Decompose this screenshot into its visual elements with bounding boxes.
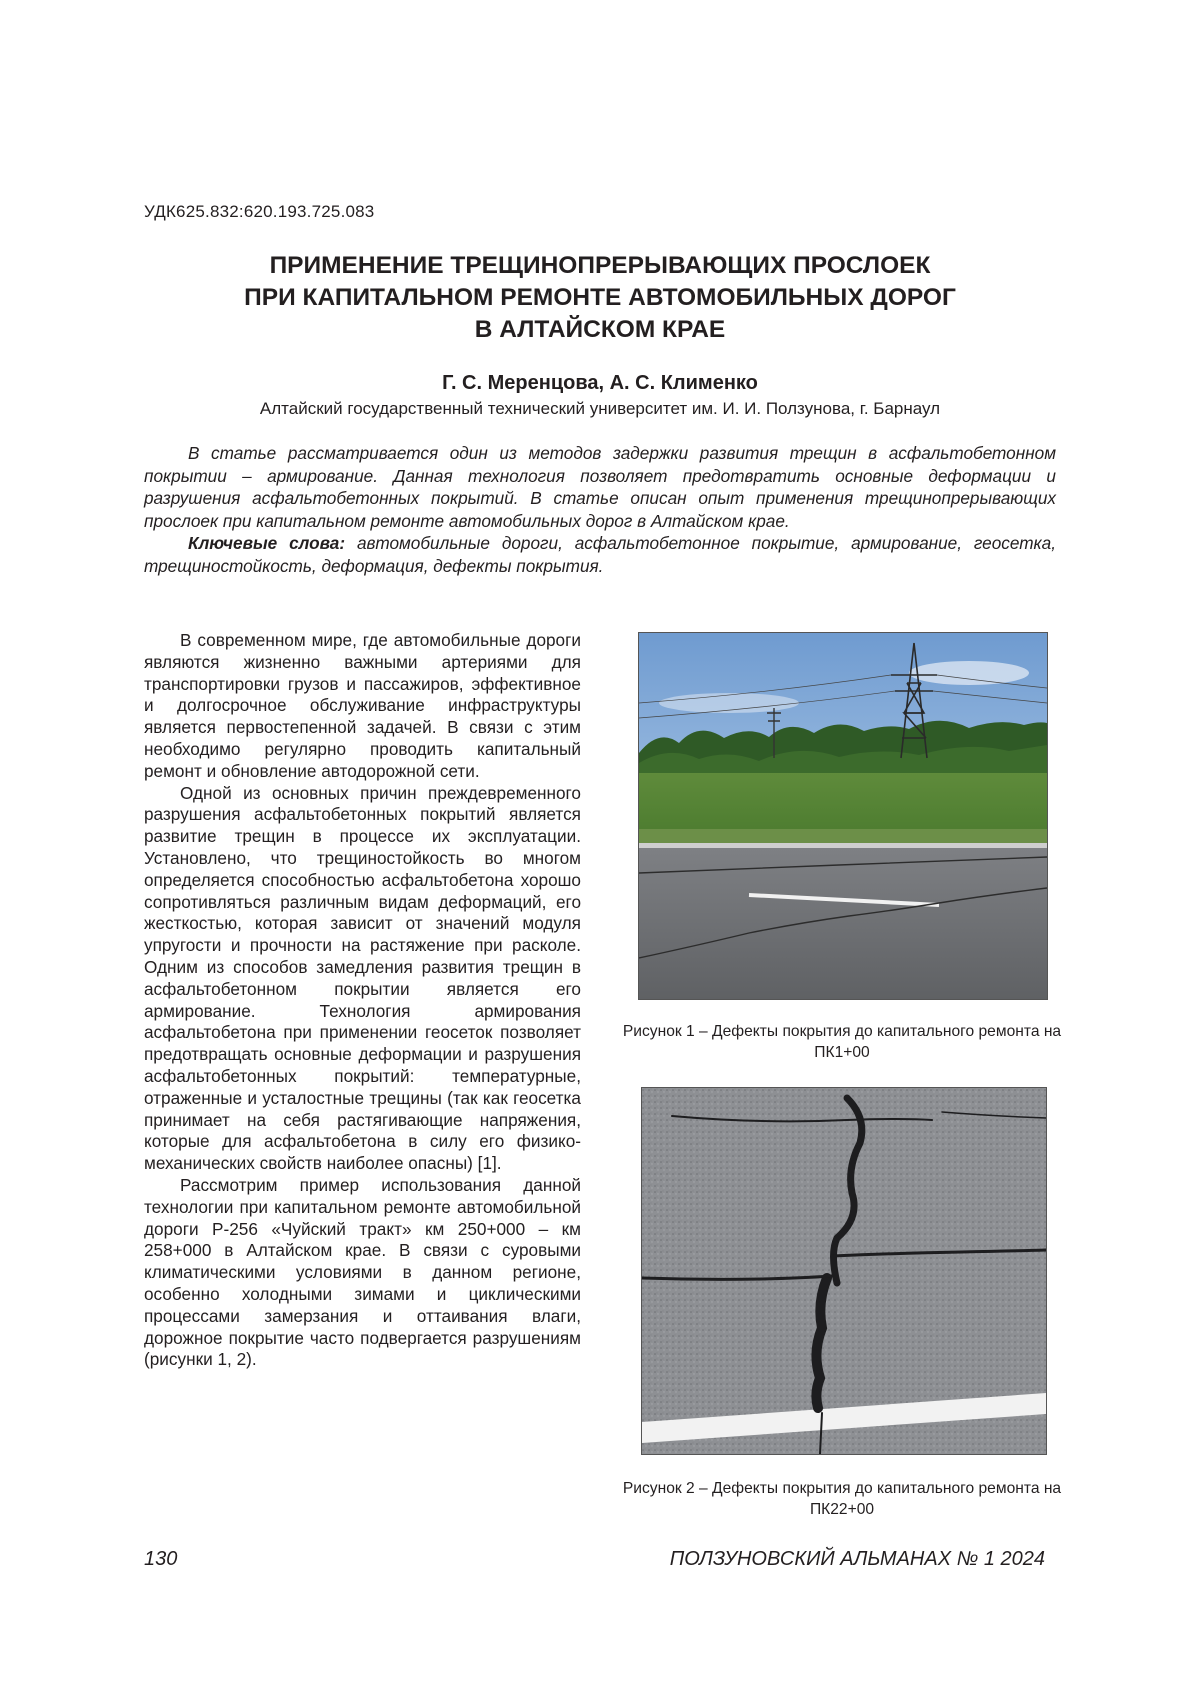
abstract-text: В статье рассматривается один из методов задержки развития трещин в асфальтобетонном покрытии – армирование. Данная технология позволяет предотвратить основные деформации и разрушения асфальтобетонных покрытий. В статье описан опыт применения трещинопрерывающих прослоек при капитальном ремонте автомобильных дорог в Алтайском крае.: [144, 442, 1056, 532]
body-paragraph-1: В современном мире, где автомобильные дороги являются жизненно важными артериями для транспортировки грузов и пассажиров, эффективное и долгосрочное обслуживание инфраструктуры является первостепенной задачей. В связи с этим необходимо регулярно проводить капитальный ремонт и обновление автодорожной сети.: [144, 630, 581, 783]
body-text-column: [144, 630, 581, 1371]
road-landscape-photo: [639, 633, 1047, 999]
authors: Г. С. Меренцова, А. С. Клименко: [120, 372, 1080, 395]
body-paragraph-2: Одной из основных причин преждевременного разрушения асфальтобетонных покрытий является развитие трещин в процессе их эксплуатации. Установлено, что трещиностойкость во многом определяется способностью асфальтобетона хорошо сопротивляться различным видам деформаций, его жесткостью, которая зависит от значений модуля упругости и прочности на растяжение при расколе. Одним из способов замедления развития трещин в асфальтобетонном покрытии является его армирование. Технология армирования асфальтобетона при применении геосеток позволяет предотвращать основные деформации и разрушения асфальтобетонных покрытий: температурные, отраженные и усталостные трещины (так как геосетка принимает на себя растягивающие напряжения, которые для асфальтобетона в силу его физико-механических свойств наиболее опасны) [1].: [144, 783, 581, 1175]
figure-2-photo: [641, 1087, 1047, 1455]
figure-2-caption: Рисунок 2 – Дефекты покрытия до капитального ремонта на ПК22+00: [620, 1478, 1064, 1520]
title-line-1: ПРИМЕНЕНИЕ ТРЕЩИНОПРЕРЫВАЮЩИХ ПРОСЛОЕК: [120, 250, 1080, 282]
udc-code: УДК625.832:620.193.725.083: [144, 202, 374, 222]
page-number: 130: [144, 1548, 177, 1571]
keywords-text: автомобильные дороги, асфальтобетонное покрытие, армирование, геосетка, трещиностойкость, деформация, дефекты покрытия.: [144, 533, 1056, 576]
figure-1-caption: Рисунок 1 – Дефекты покрытия до капитального ремонта на ПК1+00: [620, 1021, 1064, 1063]
article-title: [120, 250, 1080, 346]
keywords-label: Ключевые слова:: [188, 533, 345, 553]
title-line-3: В АЛТАЙСКОМ КРАЕ: [120, 314, 1080, 346]
journal-page: [0, 0, 1200, 1698]
title-line-2: ПРИ КАПИТАЛЬНОМ РЕМОНТЕ АВТОМОБИЛЬНЫХ ДОРОГ: [120, 282, 1080, 314]
journal-name: ПОЛЗУНОВСКИЙ АЛЬМАНАХ № 1 2024: [670, 1548, 1045, 1571]
affiliation: Алтайский государственный технический университет им. И. И. Ползунова, г. Барнаул: [120, 399, 1080, 419]
keywords-paragraph: [144, 532, 1056, 577]
figure-1-photo: [638, 632, 1048, 1000]
abstract-block: [144, 442, 1056, 577]
body-paragraph-3: Рассмотрим пример использования данной технологии при капитальном ремонте автомобильной дороги Р-256 «Чуйский тракт» км 250+000 – км 258+000 в Алтайском крае. В связи с суровыми климатическими условиями в данном регионе, особенно холодными зимами и циклическими процессами замерзания и оттаивания влаги, дорожное покрытие часто подвергается разрушениям (рисунки 1, 2).: [144, 1175, 581, 1371]
cracked-asphalt-photo: [642, 1088, 1046, 1454]
